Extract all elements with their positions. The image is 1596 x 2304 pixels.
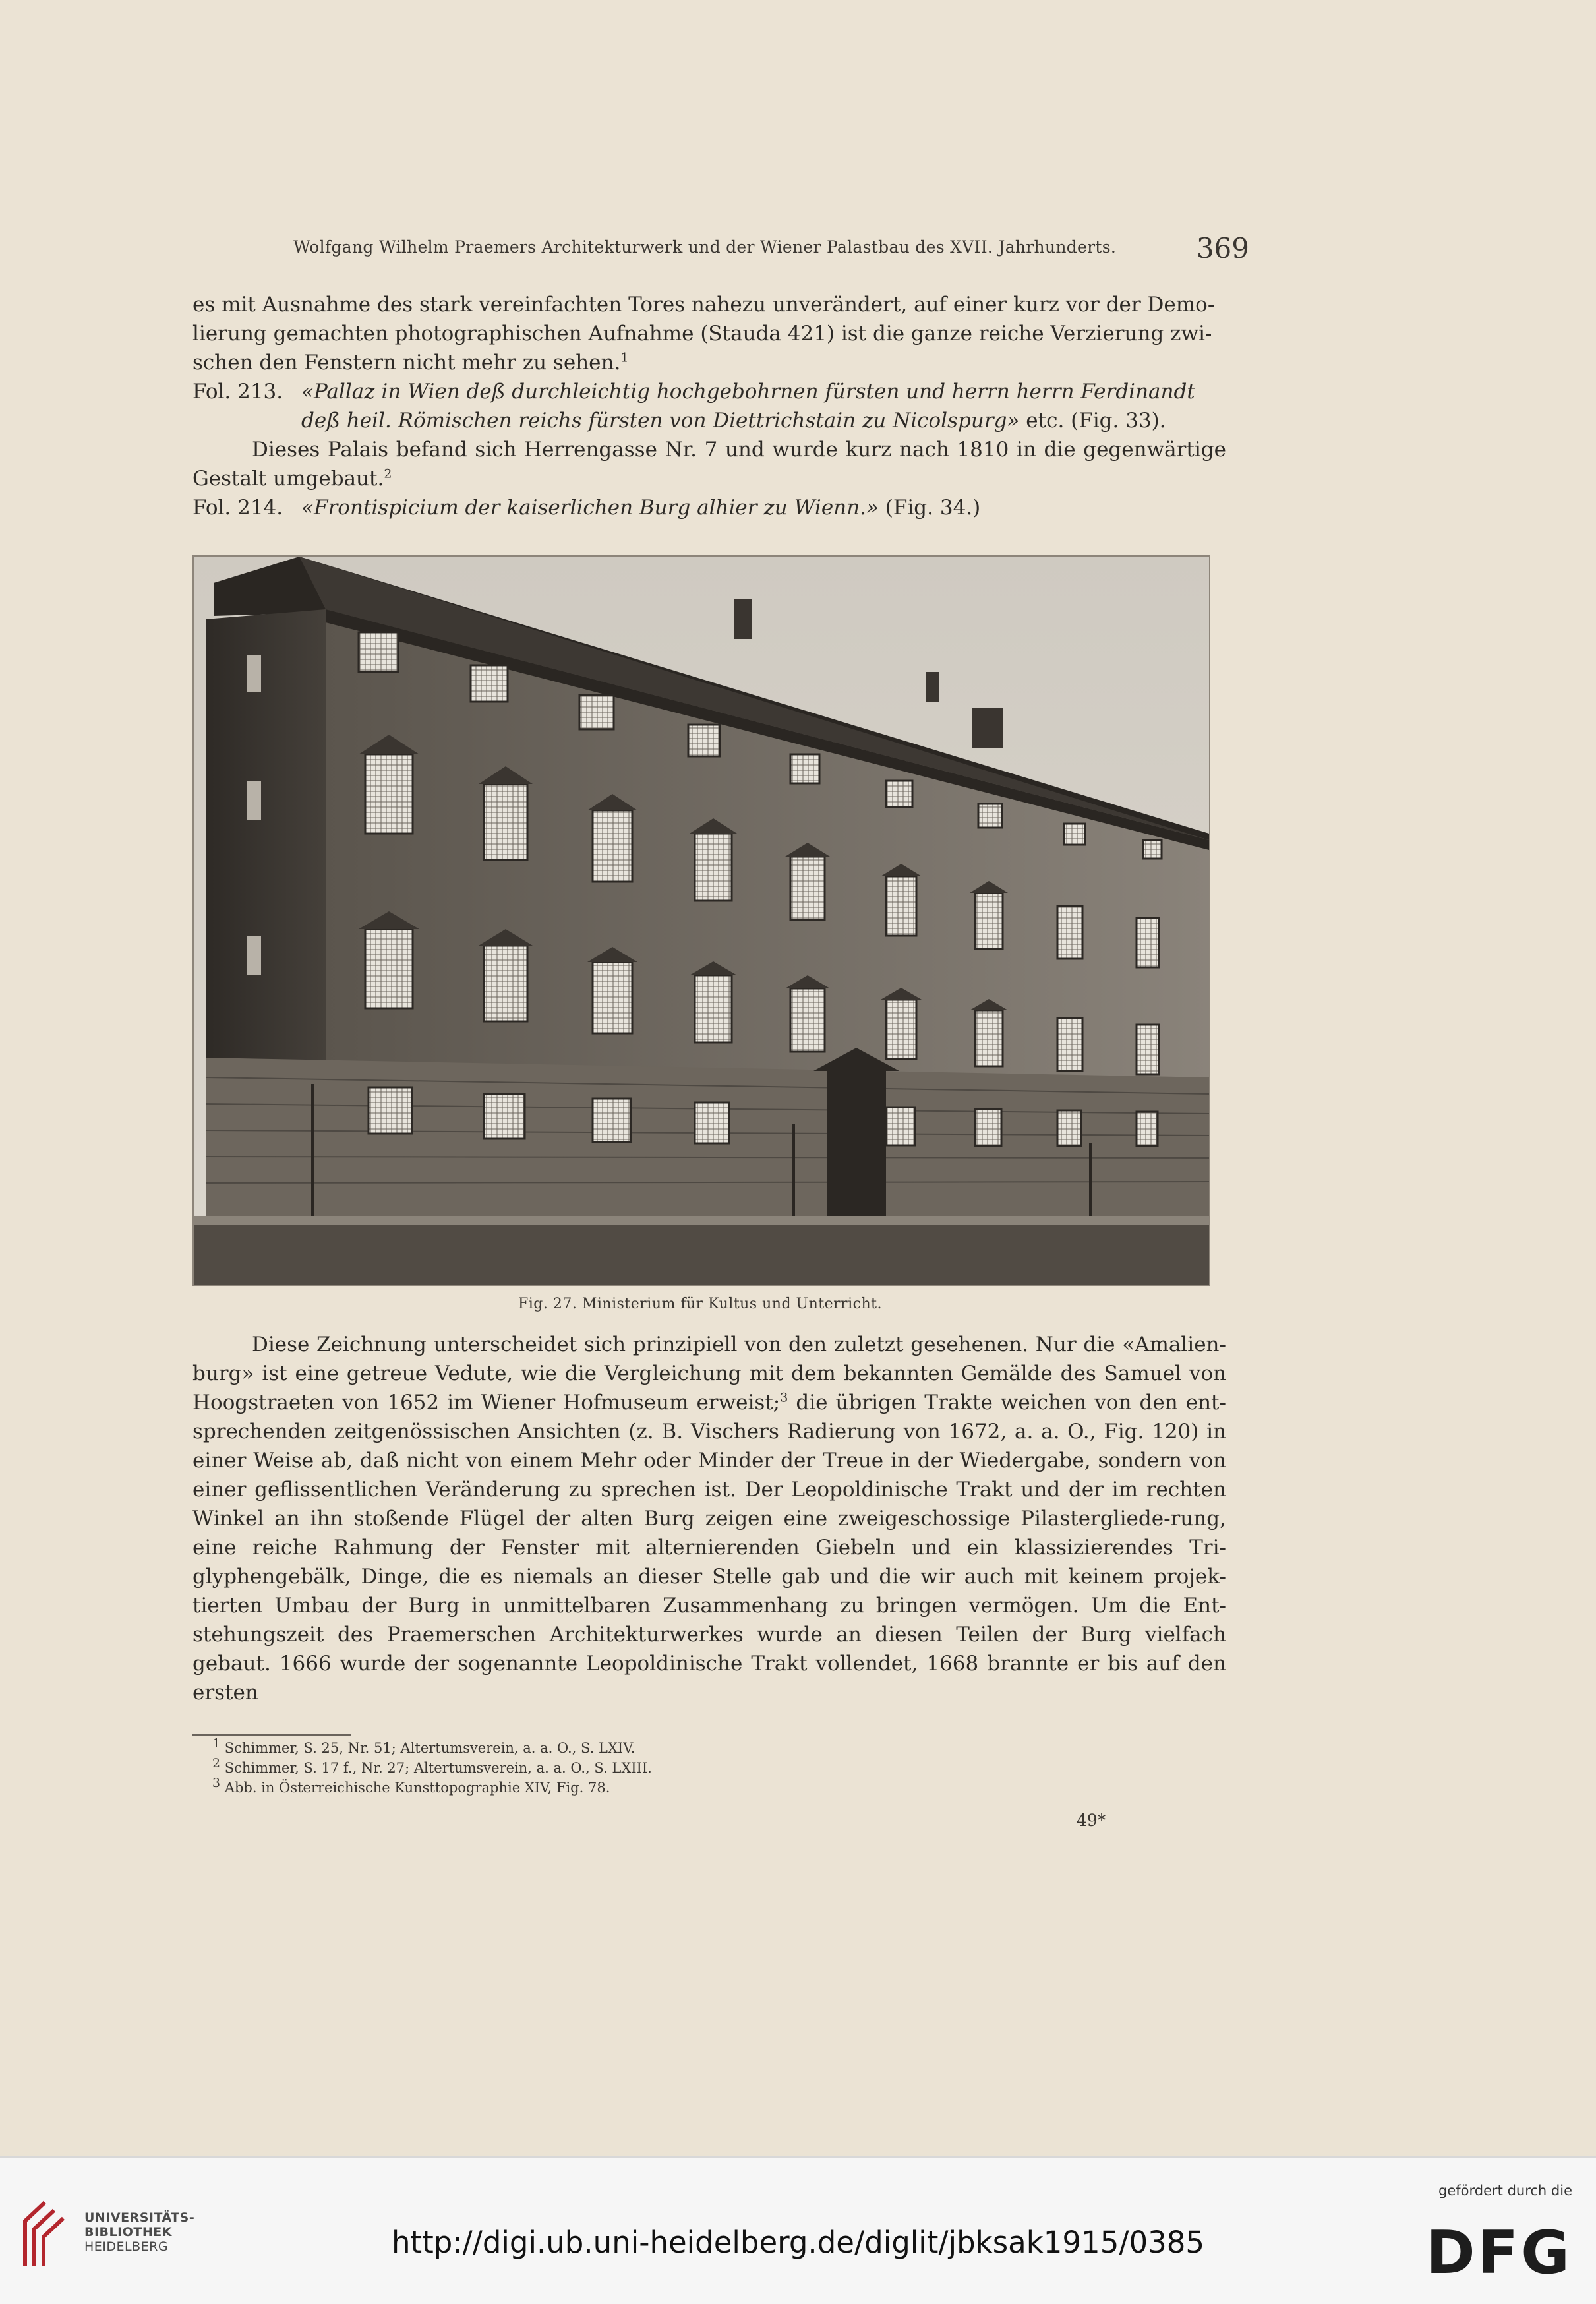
- top-text-block: [192, 290, 1226, 522]
- fol-label: Fol. 213.: [192, 380, 283, 404]
- footnote-divider: [192, 1734, 351, 1736]
- paragraph-line: es mit Ausnahme des stark vereinfachten Tores nahezu unverändert, auf einer kurz vor der Demo-: [192, 293, 1215, 317]
- running-head: Wolfgang Wilhelm Praemers Architekturwerk und der Wiener Palastbau des XVII. Jahrhunderts.: [293, 237, 1117, 257]
- sheet-signature: 49*: [1077, 1811, 1106, 1830]
- funding-label: gefördert durch die: [1438, 2183, 1572, 2198]
- fol-214-entry: Fol. 214. «Frontispicium der kaiserlichen Burg alhier zu Wienn.» (Fig. 34.): [192, 493, 1226, 522]
- main-paragraph: Diese Zeichnung unterscheidet sich prinzipiell von den zuletzt gesehenen. Nur die «Amalien-burg» ist eine getreue Vedute, wie die Vergleichung mit dem bekannten Gemälde des Samuel von Hoogstraeten von 1652 im Wiener Hofmuseum erweist;$^3$ die übrigen Trakte weichen von den ent-sprechenden zeitgenössischen Ansichten (z. B. Vischers Radierung von 1672, a. a. O., Fig. 120) in einer Weise ab, daß nicht von einem Mehr oder Minder der Treue in der Wiedergabe, sondern von einer geflissentlichen Veränderung zu sprechen ist. Der Leopoldinische Trakt und der im rechten Winkel an ihn stoßende Flügel der alten Burg zeigen eine zweigeschossige Pilastergliede-rung, eine reiche Rahmung der Fenster mit alternierenden Giebeln und ein klassizierendes Tri-glyphengebälk, Dinge, die es niemals an dieser Stelle gab und die wir auch mit keinem projek-tierten Umbau der Burg in unmittelbaren Zusammenhang zu bringen vermögen. Um die Ent-stehungszeit des Praemerschen Architekturwerkes wurde an diesen Teilen der Burg vielfach gebaut. 1666 wurde der sogenannte Leopoldinische Trakt vollendet, 1668 brannte er bis auf den ersten: [192, 1333, 1226, 1705]
- footnote-ref: 1: [620, 350, 629, 365]
- footnote: $^1$ Schimmer, S. 25, Nr. 51; Altertumsverein, a. a. O., S. LXIV.: [212, 1736, 635, 1756]
- fol-213-entry: Fol. 213. «Pallaz in Wien deß durchleichtig hochgebohrnen fürsten und herrn herrn Ferdinandt deß heil. Römischen reichs fürsten von Diettrichstain zu Nicolspurg» etc. (Fig. 33).: [192, 377, 1226, 435]
- paragraph-line: lierung gemachten photographischen Aufnahme (Stauda 421) ist die ganze reiche Verzierung zwi-: [192, 322, 1212, 346]
- figure-caption: Fig. 27. Ministerium für Kultus und Unterricht.: [518, 1296, 882, 1312]
- fol-quote: «Pallaz in Wien deß durchleichtig hochgebohrnen fürsten und herrn herrn Ferdinandt: [301, 380, 1195, 404]
- fol-label: Fol. 214.: [192, 496, 283, 520]
- fol-quote: deß heil. Römischen reichs fürsten von Diettrichstain zu Nicolspurg»: [301, 409, 1020, 433]
- page-number: 369: [1196, 232, 1249, 264]
- footnotes: [212, 1738, 652, 1798]
- footnote: $^3$ Abb. in Österreichische Kunsttopographie XIV, Fig. 78.: [212, 1776, 610, 1796]
- library-name: UNIVERSITÄTS- BIBLIOTHEK HEIDELBERG: [84, 2210, 195, 2254]
- palais-paragraph: Dieses Palais befand sich Herrengasse Nr. 7 und wurde kurz nach 1810 in die gegenwärtige Gestalt umgebaut.$^2$: [192, 438, 1226, 491]
- permalink-url[interactable]: http://digi.ub.uni-heidelberg.de/diglit/jbksak1915/0385: [391, 2225, 1205, 2260]
- footnote-ref: 3: [780, 1390, 788, 1405]
- paragraph-line: schen den Fenstern nicht mehr zu sehen.$^1$: [192, 350, 629, 375]
- building-photograph: [192, 555, 1210, 1286]
- dfg-logo[interactable]: DFG: [1425, 2218, 1572, 2288]
- fol-quote: «Frontispicium der kaiserlichen Burg alhier zu Wienn.»: [301, 496, 879, 520]
- footnote-ref: 2: [384, 466, 392, 481]
- digitization-footer: [0, 2156, 1596, 2304]
- footnote: $^2$ Schimmer, S. 17 f., Nr. 27; Altertumsverein, a. a. O., S. LXIII.: [212, 1756, 652, 1776]
